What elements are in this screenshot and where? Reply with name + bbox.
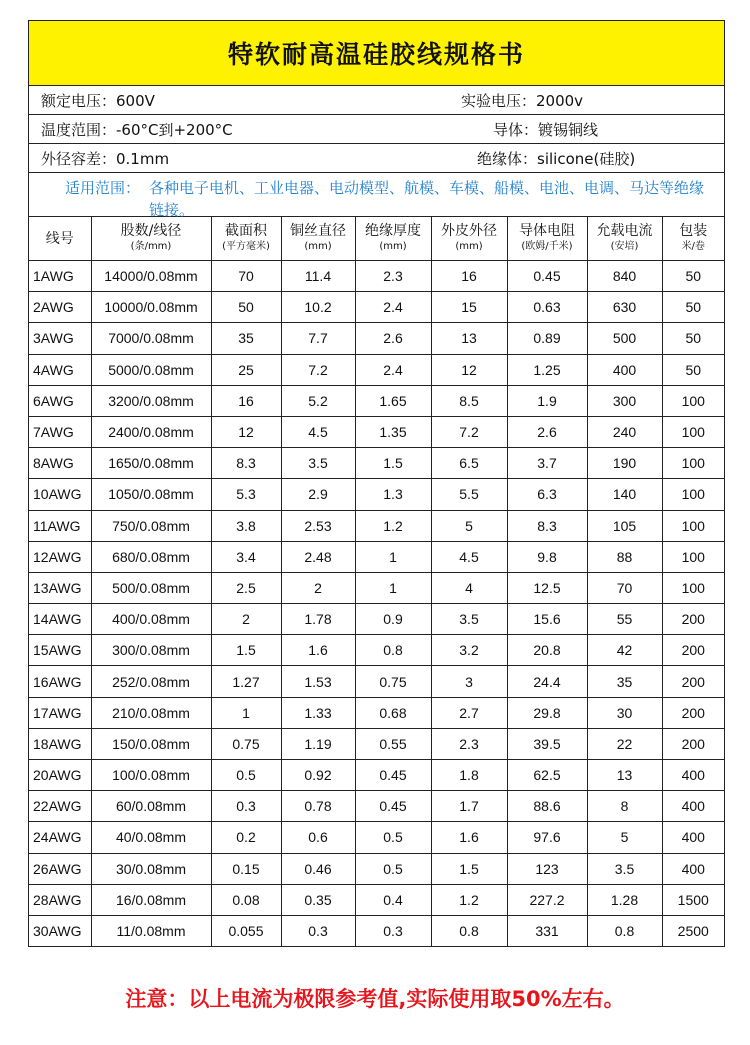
table-cell: 1.7	[431, 791, 507, 822]
table-row	[29, 323, 724, 354]
table-cell: 62.5	[507, 760, 587, 791]
table-cell: 50	[662, 292, 724, 323]
table-cell: 0.5	[355, 853, 431, 884]
table-cell: 0.92	[281, 760, 355, 791]
table-row	[29, 510, 724, 541]
table-cell: 100/0.08mm	[91, 760, 211, 791]
table-cell: 0.3	[355, 915, 431, 946]
table-cell: 7000/0.08mm	[91, 323, 211, 354]
table-cell: 8.3	[507, 510, 587, 541]
table-cell: 3.5	[587, 853, 662, 884]
table-row	[29, 479, 724, 510]
table-cell: 400	[662, 760, 724, 791]
table-cell: 0.55	[355, 728, 431, 759]
table-cell: 5	[431, 510, 507, 541]
column-header-label: 截面积	[225, 222, 267, 239]
table-cell: 3.5	[431, 604, 507, 635]
table-cell: 123	[507, 853, 587, 884]
table-cell: 200	[662, 728, 724, 759]
table-cell: 100	[662, 541, 724, 572]
table-cell: 88.6	[507, 791, 587, 822]
table-cell: 5.2	[281, 385, 355, 416]
table-cell: 0.45	[355, 760, 431, 791]
table-cell: 3	[431, 666, 507, 697]
table-cell: 13	[431, 323, 507, 354]
table-cell: 227.2	[507, 884, 587, 915]
table-cell: 7.2	[431, 416, 507, 447]
table-row	[29, 261, 724, 292]
table-cell: 210/0.08mm	[91, 697, 211, 728]
table-cell: 100	[662, 385, 724, 416]
table-cell: 20AWG	[29, 760, 91, 791]
table-row	[29, 791, 724, 822]
table-cell: 30/0.08mm	[91, 853, 211, 884]
table-cell: 17AWG	[29, 697, 91, 728]
table-cell: 1.5	[355, 448, 431, 479]
table-cell: 11.4	[281, 261, 355, 292]
table-cell: 1.78	[281, 604, 355, 635]
table-cell: 1.5	[211, 635, 281, 666]
column-header-label: 铜丝直径	[290, 222, 346, 239]
table-cell: 24.4	[507, 666, 587, 697]
table-cell: 3.8	[211, 510, 281, 541]
table-cell: 100	[662, 416, 724, 447]
table-cell: 1.53	[281, 666, 355, 697]
table-cell: 300/0.08mm	[91, 635, 211, 666]
table-row	[29, 822, 724, 853]
application-scope	[29, 173, 724, 217]
table-cell: 2	[211, 604, 281, 635]
table-cell: 15AWG	[29, 635, 91, 666]
table-cell: 2.6	[355, 323, 431, 354]
table-cell: 0.68	[355, 697, 431, 728]
info-row-temperature	[29, 115, 724, 144]
table-cell: 400	[662, 822, 724, 853]
table-cell: 750/0.08mm	[91, 510, 211, 541]
table-cell: 4.5	[281, 416, 355, 447]
table-cell: 14000/0.08mm	[91, 261, 211, 292]
info-row-tolerance	[29, 144, 724, 173]
conductor: 导体：镀锡铜线	[493, 120, 599, 139]
table-cell: 55	[587, 604, 662, 635]
table-cell: 30AWG	[29, 915, 91, 946]
table-cell: 1.6	[281, 635, 355, 666]
table-cell: 7.2	[281, 354, 355, 385]
column-header-label: 线号	[45, 230, 74, 247]
table-cell: 35	[587, 666, 662, 697]
table-cell: 0.8	[431, 915, 507, 946]
table-cell: 0.78	[281, 791, 355, 822]
table-cell: 14AWG	[29, 604, 91, 635]
table-cell: 1.3	[355, 479, 431, 510]
table-cell: 3.5	[281, 448, 355, 479]
table-cell: 18AWG	[29, 728, 91, 759]
table-cell: 400	[587, 354, 662, 385]
table-cell: 400	[662, 853, 724, 884]
table-cell: 70	[211, 261, 281, 292]
scope-text: 各种电子电机、工业电器、电动模型、航模、车模、船模、电池、电调、马达等绝缘链接。	[149, 179, 705, 219]
table-cell: 39.5	[507, 728, 587, 759]
table-row	[29, 760, 724, 791]
table-cell: 200	[662, 635, 724, 666]
table-cell: 2.48	[281, 541, 355, 572]
table-row	[29, 448, 724, 479]
table-cell: 1.5	[431, 853, 507, 884]
table-cell: 4.5	[431, 541, 507, 572]
table-cell: 4AWG	[29, 354, 91, 385]
column-header	[507, 217, 587, 261]
spec-sheet	[28, 20, 725, 947]
table-cell: 680/0.08mm	[91, 541, 211, 572]
table-cell: 0.45	[355, 791, 431, 822]
table-cell: 100	[662, 479, 724, 510]
table-cell: 7.7	[281, 323, 355, 354]
spec-table	[29, 217, 724, 946]
table-cell: 2.7	[431, 697, 507, 728]
table-cell: 630	[587, 292, 662, 323]
table-row	[29, 728, 724, 759]
table-cell: 0.45	[507, 261, 587, 292]
table-row	[29, 416, 724, 447]
table-cell: 200	[662, 697, 724, 728]
table-cell: 16AWG	[29, 666, 91, 697]
table-cell: 11/0.08mm	[91, 915, 211, 946]
table-cell: 840	[587, 261, 662, 292]
table-cell: 0.5	[211, 760, 281, 791]
column-header-label: 外皮外径	[441, 222, 497, 239]
table-body	[29, 261, 724, 947]
page-title: 特软耐高温硅胶线规格书	[29, 21, 724, 86]
table-cell: 1.33	[281, 697, 355, 728]
column-header	[587, 217, 662, 261]
table-cell: 0.5	[355, 822, 431, 853]
table-cell: 8	[587, 791, 662, 822]
table-cell: 0.75	[211, 728, 281, 759]
table-cell: 24AWG	[29, 822, 91, 853]
table-cell: 50	[662, 261, 724, 292]
table-cell: 28AWG	[29, 884, 91, 915]
table-cell: 0.75	[355, 666, 431, 697]
table-cell: 10AWG	[29, 479, 91, 510]
info-row-voltage	[29, 86, 724, 115]
table-cell: 0.6	[281, 822, 355, 853]
table-cell: 16	[431, 261, 507, 292]
table-cell: 50	[662, 354, 724, 385]
table-cell: 2AWG	[29, 292, 91, 323]
table-cell: 2.9	[281, 479, 355, 510]
table-cell: 1650/0.08mm	[91, 448, 211, 479]
table-cell: 2.53	[281, 510, 355, 541]
table-cell: 29.8	[507, 697, 587, 728]
column-header-unit: 米/卷	[681, 240, 705, 252]
table-cell: 0.2	[211, 822, 281, 853]
scope-label: 适用范围：	[65, 179, 141, 197]
column-header-unit: (安培)	[610, 240, 639, 252]
table-cell: 1.35	[355, 416, 431, 447]
table-cell: 9.8	[507, 541, 587, 572]
column-header	[281, 217, 355, 261]
table-cell: 0.89	[507, 323, 587, 354]
table-cell: 240	[587, 416, 662, 447]
table-cell: 13	[587, 760, 662, 791]
table-cell: 70	[587, 572, 662, 603]
table-cell: 60/0.08mm	[91, 791, 211, 822]
table-cell: 20.8	[507, 635, 587, 666]
table-cell: 2.3	[431, 728, 507, 759]
table-cell: 3.2	[431, 635, 507, 666]
table-cell: 252/0.08mm	[91, 666, 211, 697]
table-cell: 500	[587, 323, 662, 354]
table-row	[29, 354, 724, 385]
table-cell: 1.28	[587, 884, 662, 915]
table-cell: 331	[507, 915, 587, 946]
table-cell: 4	[431, 572, 507, 603]
table-cell: 10.2	[281, 292, 355, 323]
column-header-unit: (mm)	[455, 240, 483, 252]
table-cell: 12	[211, 416, 281, 447]
table-cell: 0.8	[587, 915, 662, 946]
table-cell: 0.4	[355, 884, 431, 915]
table-cell: 1.27	[211, 666, 281, 697]
table-cell: 15	[431, 292, 507, 323]
table-cell: 5.5	[431, 479, 507, 510]
table-cell: 35	[211, 323, 281, 354]
table-cell: 200	[662, 666, 724, 697]
table-cell: 1.6	[431, 822, 507, 853]
table-cell: 3AWG	[29, 323, 91, 354]
table-row	[29, 385, 724, 416]
table-row	[29, 697, 724, 728]
table-cell: 12.5	[507, 572, 587, 603]
table-cell: 300	[587, 385, 662, 416]
table-cell: 200	[662, 604, 724, 635]
table-row	[29, 635, 724, 666]
table-cell: 0.63	[507, 292, 587, 323]
table-cell: 3.7	[507, 448, 587, 479]
table-cell: 2.4	[355, 292, 431, 323]
table-cell: 1.8	[431, 760, 507, 791]
table-cell: 100	[662, 448, 724, 479]
insulation: 绝缘体：silicone(硅胶)	[477, 149, 636, 168]
table-cell: 22	[587, 728, 662, 759]
table-cell: 1.9	[507, 385, 587, 416]
table-cell: 100	[662, 572, 724, 603]
table-cell: 1.25	[507, 354, 587, 385]
column-header-unit: (mm)	[379, 240, 407, 252]
temperature-range: 温度范围：-60°C到+200°C	[41, 120, 233, 139]
column-header	[211, 217, 281, 261]
table-cell: 8.3	[211, 448, 281, 479]
table-row	[29, 604, 724, 635]
table-row	[29, 666, 724, 697]
table-cell: 3200/0.08mm	[91, 385, 211, 416]
table-cell: 1050/0.08mm	[91, 479, 211, 510]
table-row	[29, 915, 724, 946]
table-cell: 2.3	[355, 261, 431, 292]
table-cell: 0.055	[211, 915, 281, 946]
table-cell: 42	[587, 635, 662, 666]
column-header-unit: (欧姆/千米)	[521, 240, 573, 252]
table-row	[29, 572, 724, 603]
column-header	[91, 217, 211, 261]
table-cell: 400	[662, 791, 724, 822]
table-cell: 50	[211, 292, 281, 323]
table-cell: 0.9	[355, 604, 431, 635]
footer-note: 注意：以上电流为极限参考值,实际使用取50%左右。	[125, 987, 625, 1011]
diameter-tolerance: 外径容差：0.1mm	[41, 149, 170, 168]
column-header	[29, 217, 91, 261]
table-cell: 0.3	[211, 791, 281, 822]
table-cell: 150/0.08mm	[91, 728, 211, 759]
table-cell: 2.5	[211, 572, 281, 603]
table-cell: 8.5	[431, 385, 507, 416]
column-header-label: 导体电阻	[519, 222, 575, 239]
table-cell: 6.3	[507, 479, 587, 510]
table-cell: 0.35	[281, 884, 355, 915]
table-cell: 1.65	[355, 385, 431, 416]
column-header-label: 包装	[679, 222, 708, 239]
table-row	[29, 853, 724, 884]
table-header-row	[29, 217, 724, 261]
table-cell: 16/0.08mm	[91, 884, 211, 915]
table-cell: 0.46	[281, 853, 355, 884]
table-cell: 11AWG	[29, 510, 91, 541]
table-cell: 0.15	[211, 853, 281, 884]
table-cell: 0.08	[211, 884, 281, 915]
column-header-label: 绝缘厚度	[365, 222, 421, 239]
table-cell: 0.3	[281, 915, 355, 946]
table-cell: 1	[211, 697, 281, 728]
test-voltage: 实验电压：2000v	[461, 91, 584, 110]
column-header	[355, 217, 431, 261]
table-cell: 2500	[662, 915, 724, 946]
table-cell: 190	[587, 448, 662, 479]
table-cell: 30	[587, 697, 662, 728]
table-cell: 16	[211, 385, 281, 416]
table-cell: 12	[431, 354, 507, 385]
table-cell: 105	[587, 510, 662, 541]
table-cell: 2400/0.08mm	[91, 416, 211, 447]
table-cell: 1500	[662, 884, 724, 915]
table-cell: 97.6	[507, 822, 587, 853]
table-cell: 8AWG	[29, 448, 91, 479]
table-cell: 40/0.08mm	[91, 822, 211, 853]
table-row	[29, 541, 724, 572]
table-cell: 5.3	[211, 479, 281, 510]
table-cell: 10000/0.08mm	[91, 292, 211, 323]
table-cell: 6AWG	[29, 385, 91, 416]
table-cell: 1AWG	[29, 261, 91, 292]
rated-voltage: 额定电压：600V	[41, 91, 155, 110]
column-header-unit: (mm)	[304, 240, 332, 252]
table-cell: 12AWG	[29, 541, 91, 572]
table-cell: 140	[587, 479, 662, 510]
table-cell: 400/0.08mm	[91, 604, 211, 635]
column-header	[431, 217, 507, 261]
column-header-unit: (条/mm)	[130, 240, 172, 252]
column-header-label: 允载电流	[596, 222, 653, 239]
table-cell: 3.4	[211, 541, 281, 572]
table-cell: 26AWG	[29, 853, 91, 884]
table-cell: 5000/0.08mm	[91, 354, 211, 385]
column-header-unit: (平方毫米)	[222, 240, 270, 252]
table-cell: 2	[281, 572, 355, 603]
table-cell: 100	[662, 510, 724, 541]
table-cell: 88	[587, 541, 662, 572]
table-cell: 1.2	[355, 510, 431, 541]
table-cell: 13AWG	[29, 572, 91, 603]
table-cell: 0.8	[355, 635, 431, 666]
table-cell: 1	[355, 541, 431, 572]
table-cell: 1.2	[431, 884, 507, 915]
table-cell: 6.5	[431, 448, 507, 479]
table-cell: 2.6	[507, 416, 587, 447]
table-cell: 7AWG	[29, 416, 91, 447]
table-cell: 22AWG	[29, 791, 91, 822]
table-cell: 5	[587, 822, 662, 853]
table-cell: 15.6	[507, 604, 587, 635]
table-cell: 500/0.08mm	[91, 572, 211, 603]
column-header-label: 股数/线径	[120, 222, 182, 239]
table-row	[29, 884, 724, 915]
table-cell: 25	[211, 354, 281, 385]
table-cell: 2.4	[355, 354, 431, 385]
table-row	[29, 292, 724, 323]
table-cell: 1.19	[281, 728, 355, 759]
column-header	[662, 217, 724, 261]
table-cell: 1	[355, 572, 431, 603]
table-cell: 50	[662, 323, 724, 354]
